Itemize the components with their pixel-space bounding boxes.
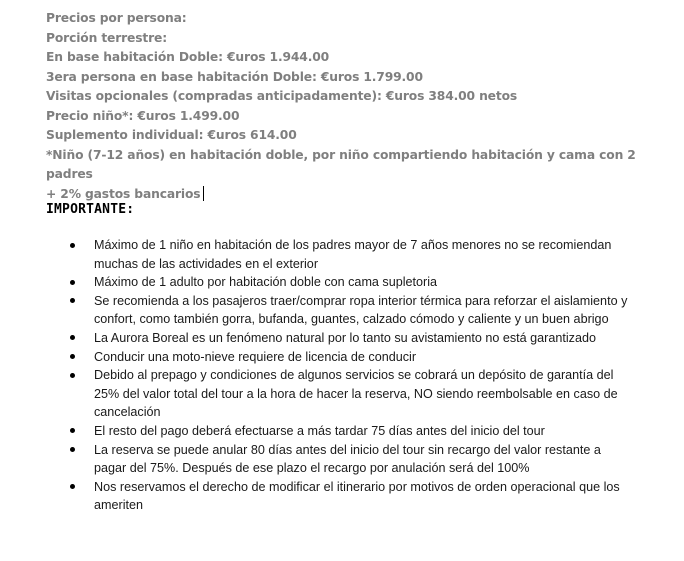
bullet-icon: [70, 335, 75, 340]
list-item-text: Se recomienda a los pasajeros traer/comprar ropa interior térmica para reforzar el aislamiento y confort, como también gorra, bufanda, guantes, calzado cómodo y caliente y un buen abrigo: [94, 293, 628, 327]
list-item: [0, 329, 684, 348]
list-item: [0, 366, 684, 422]
list-item-text: La reserva se puede anular 80 días antes del inicio del tour sin recargo del valor restante a pagar del 75%. Después de ese plazo el recargo por anulación será del 100%: [94, 442, 601, 476]
bullet-icon: [70, 373, 75, 378]
bullet-icon: [70, 428, 75, 433]
pricing-section: [46, 9, 646, 204]
third-person-price: 3era persona en base habitación Doble: €uros 1.799.00: [46, 69, 423, 84]
double-room-price: En base habitación Doble: €uros 1.944.00: [46, 50, 330, 64]
text-cursor: [203, 186, 204, 201]
bullet-icon: [70, 484, 75, 489]
list-item: [0, 422, 684, 441]
list-item: [0, 273, 684, 292]
list-item: [0, 348, 684, 367]
list-item-text: Máximo de 1 niño en habitación de los padres mayor de 7 años menores no se recomiendan muchas de las actividades en el exterior: [94, 238, 612, 271]
bullet-icon: [70, 280, 75, 285]
list-item-text: Máximo de 1 adulto por habitación doble con cama supletoria: [94, 275, 438, 290]
child-note: *Niño (7-12 años) en habitación doble, por niño compartiendo habitación y cama con 2 padres: [46, 147, 636, 181]
bullet-icon: [70, 298, 75, 303]
list-item: [0, 292, 684, 329]
bullet-icon: [70, 354, 75, 359]
land-portion-label: Porción terrestre:: [46, 30, 168, 45]
list-item: [0, 478, 684, 515]
important-heading: IMPORTANTE:: [46, 202, 135, 217]
list-item: [0, 441, 684, 478]
child-price: Precio niño*: €uros 1.499.00: [46, 108, 240, 123]
list-item: [0, 236, 684, 273]
single-supplement: Suplemento individual: €uros 614.00: [46, 128, 297, 142]
bank-fees-line[interactable]: [46, 185, 646, 205]
list-item-text: Debido al prepago y condiciones de algunos servicios se cobrará un depósito de garantía del 25% del valor total del tour a la hora de hacer la reserva, NO siendo reembolsable en caso de cancelación: [94, 368, 618, 420]
bank-fees-text: + 2% gastos bancarios: [46, 186, 201, 201]
optional-visits-price: Visitas opcionales (compradas anticipadamente): €uros 384.00 netos: [46, 89, 518, 103]
list-item-text: El resto del pago deberá efectuarse a más tardar 75 días antes del inicio del tour: [94, 423, 545, 438]
list-item-text: Nos reservamos el derecho de modificar el itinerario por motivos de orden operacional que los ameriten: [94, 479, 620, 513]
pricing-heading: Precios por persona:: [46, 11, 187, 25]
bullet-icon: [70, 243, 75, 248]
list-item-text: La Aurora Boreal es un fenómeno natural por lo tanto su avistamiento no está garantizado: [94, 330, 596, 345]
important-list: [0, 236, 684, 515]
list-item-text: Conducir una moto-nieve requiere de licencia de conducir: [94, 349, 417, 364]
bullet-icon: [70, 447, 75, 452]
